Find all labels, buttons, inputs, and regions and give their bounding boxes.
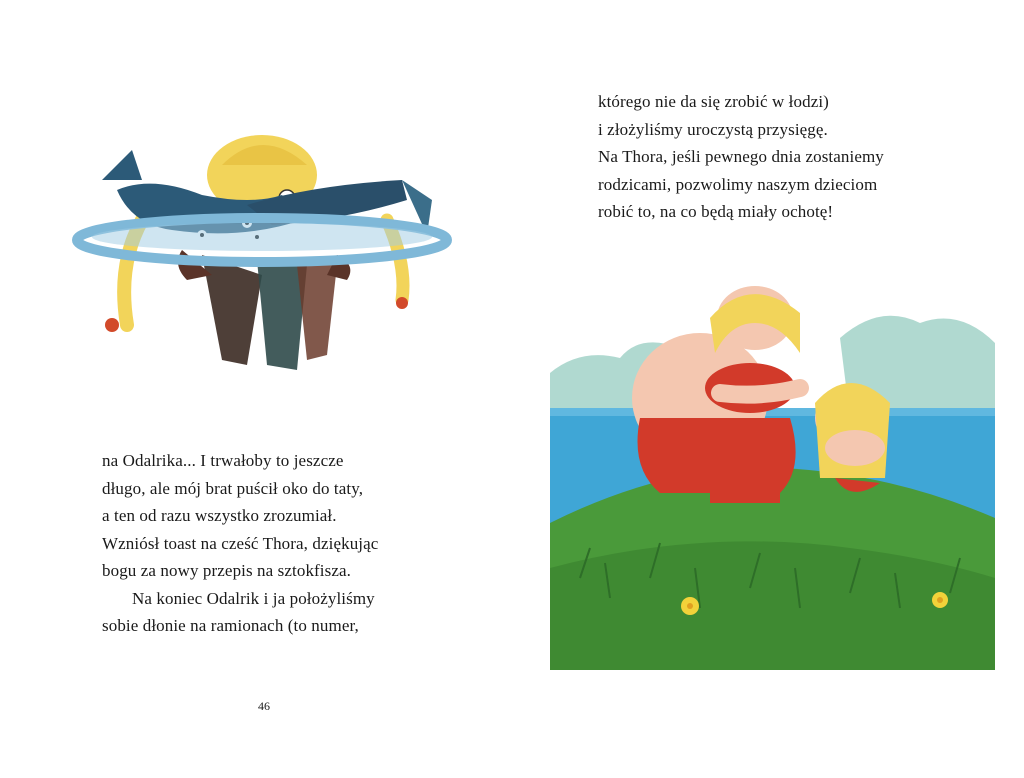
girl-with-fish-plate-illustration: [72, 125, 462, 380]
text-line: którego nie da się zrobić w łodzi): [598, 92, 829, 111]
text-line: a ten od razu wszystko zrozumiał.: [102, 506, 337, 525]
text-line: na Odalrika... I trwałoby to jeszcze: [102, 451, 344, 470]
illustration-svg: [72, 125, 462, 380]
text-line: Na Thora, jeśli pewnego dnia zostaniemy: [598, 147, 884, 166]
page-number: 46: [258, 699, 270, 713]
left-body-text: [102, 447, 378, 640]
text-line: rodzicami, pozwolimy naszym dzieciom: [598, 174, 878, 194]
text-line: Wzniósł toast na cześć Thora, dziękując: [102, 533, 379, 553]
text-line: bogu za nowy przepis na sztokfisza.: [102, 561, 351, 580]
siblings-on-hill-illustration: [550, 278, 1000, 670]
illustration-svg: [550, 278, 1000, 670]
text-line: robić to, na co będą miały ochotę!: [598, 202, 834, 221]
text-line: sobie dłonie na ramionach (to numer,: [102, 616, 359, 635]
text-line: i złożyliśmy uroczystą przysięgę.: [598, 119, 828, 139]
right-body-text: [598, 88, 884, 226]
text-line: Na koniec Odalrik i ja położyliśmy: [132, 588, 375, 608]
text-line: długo, ale mój brat puścił oko do taty,: [102, 478, 364, 498]
